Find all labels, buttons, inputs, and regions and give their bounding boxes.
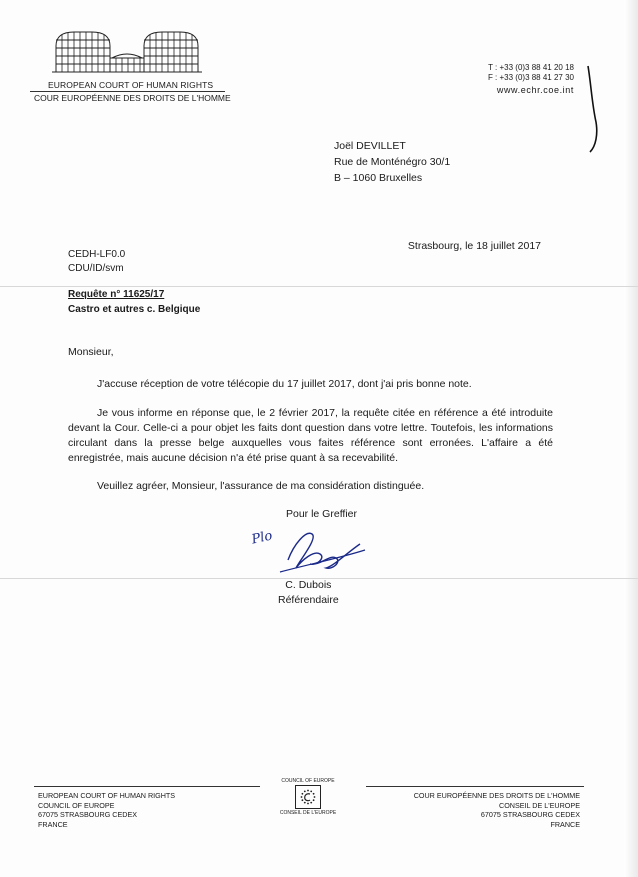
- salutation: Monsieur,: [68, 346, 114, 358]
- phone-number: T : +33 (0)3 88 41 20 18: [488, 63, 574, 72]
- court-name-en: EUROPEAN COURT OF HUMAN RIGHTS: [48, 80, 214, 90]
- footer-address-fr: [414, 791, 580, 829]
- svg-text:Plo: Plo: [250, 528, 274, 548]
- footer-line: FRANCE: [38, 819, 68, 829]
- reference-block: [68, 248, 125, 276]
- footer-address-en: [38, 791, 175, 829]
- footer-line: COUNCIL OF EUROPE: [38, 800, 115, 810]
- footer-line: 67075 STRASBOURG CEDEX: [480, 810, 580, 819]
- case-block: [68, 287, 200, 317]
- signer-block: [278, 578, 339, 608]
- footer-line: EUROPEAN COURT OF HUMAN RIGHTS: [38, 791, 176, 800]
- footer-line: FRANCE: [550, 819, 580, 829]
- footer-line: COUR EUROPÉENNE DES DROITS DE L'HOMME: [413, 791, 580, 800]
- handwritten-signature-icon: [250, 520, 370, 580]
- council-of-europe-logo: [278, 778, 338, 816]
- recipient-name: Joël DEVILLET: [334, 140, 406, 152]
- reference-code: CEDH-LF0.0: [68, 249, 126, 260]
- footer-rule-left: [34, 786, 260, 787]
- header-rule: [30, 91, 225, 92]
- court-building-icon: [52, 28, 202, 76]
- case-number: Requête n° 11625/17: [68, 289, 165, 300]
- page-edge-shadow: [624, 0, 638, 877]
- court-name-fr: COUR EUROPÉENNE DES DROITS DE L'HOMME: [34, 93, 231, 103]
- paragraph-information: Je vous informe en réponse que, le 2 février 2017, la requête citée en référence a été introduite devant la Cour. Celle-ci a pour objet les faits dont question dans votre lettre. Toutefois, les informations circulant dans la presse belge auxquelles vous faites référence sont erronées. L'affaire a été enregistrée, mais aucune décision n'a été prise quant à sa recevabilité.: [68, 407, 553, 464]
- signature-for-line: Pour le Greffier: [286, 508, 358, 520]
- footer-rule-right: [366, 786, 584, 787]
- closing-formula: Veuillez agréer, Monsieur, l'assurance de ma considération distinguée.: [97, 480, 425, 492]
- paragraph-acknowledgement: J'accuse réception de votre télécopie du 17 juillet 2017, dont j'ai pris bonne note.: [97, 378, 472, 390]
- website-link[interactable]: www.echr.coe.int: [496, 85, 574, 95]
- signer-title: Référendaire: [278, 594, 339, 606]
- signer-name: C. Dubois: [285, 579, 332, 591]
- coe-caption-bottom: CONSEIL DE L'EUROPE: [279, 810, 337, 816]
- case-title: Castro et autres c. Belgique: [68, 304, 201, 315]
- footer-line: 67075 STRASBOURG CEDEX: [38, 810, 138, 819]
- recipient-city: B – 1060 Bruxelles: [334, 172, 423, 184]
- recipient-address: [334, 138, 450, 186]
- fax-number: F : +33 (0)3 88 41 27 30: [487, 73, 574, 82]
- recipient-street: Rue de Monténégro 30/1: [334, 156, 451, 168]
- reference-initials: CDU/ID/svm: [68, 263, 124, 274]
- place-date: Strasbourg, le 18 juillet 2017: [407, 240, 541, 252]
- coe-caption-top: COUNCIL OF EUROPE: [281, 778, 335, 784]
- footer-line: CONSEIL DE L'EUROPE: [499, 800, 580, 810]
- council-of-europe-stars-icon: [295, 785, 321, 809]
- pen-mark-icon: [584, 64, 606, 154]
- contact-block: [488, 63, 574, 95]
